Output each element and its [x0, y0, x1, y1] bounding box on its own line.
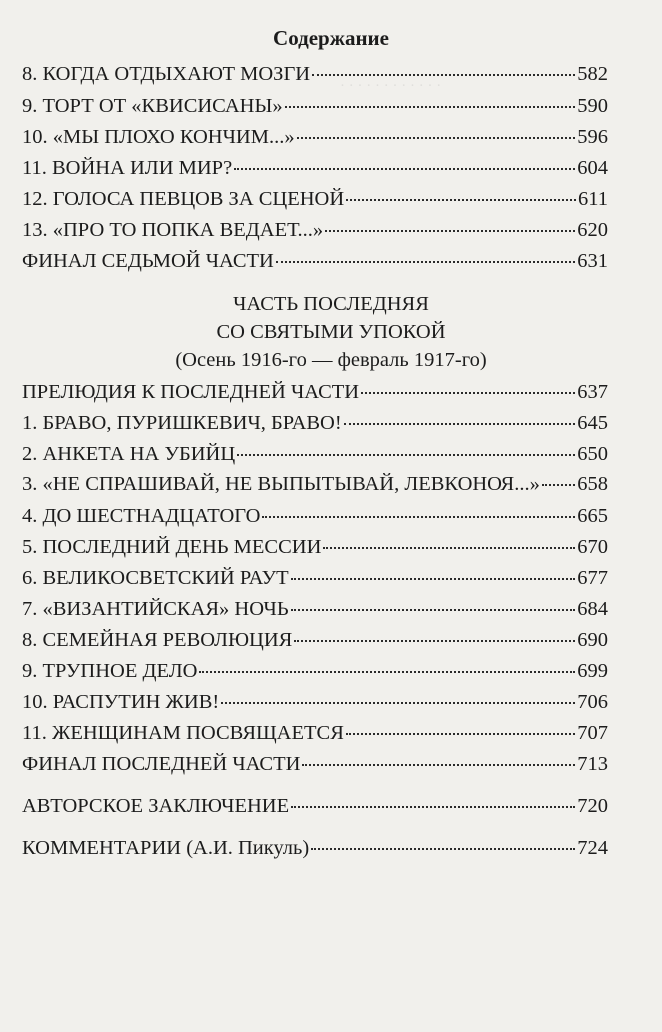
- toc-entry-title: 9. ТРУПНОЕ ДЕЛО: [22, 660, 198, 682]
- toc-entry[interactable]: [22, 657, 608, 685]
- toc-entry-title: 10. «МЫ ПЛОХО КОНЧИМ...»: [22, 126, 295, 148]
- toc-entry[interactable]: [22, 440, 608, 468]
- part-title-line-1: ЧАСТЬ ПОСЛЕДНЯЯ: [233, 293, 429, 315]
- toc-entry-title: ФИНАЛ СЕДЬМОЙ ЧАСТИ: [22, 250, 274, 272]
- toc-entry-page: 637: [577, 381, 608, 403]
- dot-leader: [285, 106, 576, 108]
- toc-entry[interactable]: [22, 247, 608, 275]
- toc-entry[interactable]: [22, 409, 608, 437]
- toc-entry-page: 665: [577, 505, 608, 527]
- toc-entry-title: 5. ПОСЛЕДНИЙ ДЕНЬ МЕССИИ: [22, 536, 322, 558]
- toc-entry-title: 11. ВОЙНА ИЛИ МИР?: [22, 157, 233, 179]
- toc-entry-title: 8. СЕМЕЙНАЯ РЕВОЛЮЦИЯ: [22, 629, 293, 651]
- toc-entry-title: 2. АНКЕТА НА УБИЙЦ: [22, 443, 236, 465]
- dot-leader: [237, 454, 575, 456]
- toc-entry-title: 3. «НЕ СПРАШИВАЙ, НЕ ВЫПЫТЫВАЙ, ЛЕВКОНОЯ...»: [22, 473, 540, 495]
- toc-entry[interactable]: [22, 719, 608, 747]
- toc-entry-title: 13. «ПРО ТО ПОПКА ВЕДАЕТ...»: [22, 219, 324, 241]
- toc-entry-title: АВТОРСКОЕ ЗАКЛЮЧЕНИЕ: [22, 795, 290, 817]
- part-dates: (Осень 1916-го — февраль 1917-го): [175, 349, 487, 371]
- toc-entry[interactable]: [22, 60, 608, 88]
- dot-leader: [276, 261, 575, 263]
- toc-entry-title: 7. «ВИЗАНТИЙСКАЯ» НОЧЬ: [22, 598, 289, 620]
- toc-entry-page: 713: [577, 753, 608, 775]
- dot-leader: [312, 74, 575, 76]
- dot-leader: [291, 578, 576, 580]
- toc-entry-title: ФИНАЛ ПОСЛЕДНЕЙ ЧАСТИ: [22, 753, 301, 775]
- toc-entry-page: 690: [577, 629, 608, 651]
- toc-entry-page: 670: [577, 536, 608, 558]
- toc-entry[interactable]: [22, 626, 608, 654]
- toc-entry[interactable]: [22, 750, 608, 778]
- toc-entry-page: 724: [577, 837, 608, 859]
- dot-leader: [199, 671, 575, 673]
- dot-leader: [344, 423, 576, 425]
- toc-entry-title: 9. ТОРТ ОТ «КВИСИСАНЫ»: [22, 95, 283, 117]
- toc-entry[interactable]: [22, 185, 608, 213]
- dot-leader: [291, 609, 576, 611]
- part-title-line-2: СО СВЯТЫМИ УПОКОЙ: [216, 321, 446, 343]
- dot-leader: [294, 640, 575, 642]
- toc-entry[interactable]: [22, 123, 608, 151]
- contents-heading: Содержание: [273, 26, 389, 50]
- dot-leader: [361, 392, 575, 394]
- toc-entry-title: 12. ГОЛОСА ПЕВЦОВ ЗА СЦЕНОЙ: [22, 188, 345, 210]
- toc-entry[interactable]: [22, 378, 608, 406]
- dot-leader: [325, 230, 575, 232]
- toc-entry-page: 677: [577, 567, 608, 589]
- bleed-through-text: · · · · · · · · · · · ·: [340, 78, 442, 94]
- toc-entry[interactable]: [22, 533, 608, 561]
- toc-entry[interactable]: [22, 834, 608, 862]
- toc-entry-page: 620: [577, 219, 608, 241]
- dot-leader: [291, 806, 575, 808]
- toc-entry-page: 582: [577, 63, 608, 85]
- toc-entry[interactable]: [22, 92, 608, 120]
- toc-entry-title: 8. КОГДА ОТДЫХАЮТ МОЗГИ: [22, 63, 311, 85]
- toc-entry[interactable]: [22, 154, 608, 182]
- toc-entry-page: 650: [577, 443, 608, 465]
- dot-leader: [346, 733, 575, 735]
- dot-leader: [346, 199, 576, 201]
- toc-entry-page: 590: [577, 95, 608, 117]
- toc-entry[interactable]: [22, 564, 608, 592]
- toc-entry-page: 631: [577, 250, 608, 272]
- toc-entry[interactable]: [22, 792, 608, 820]
- toc-entry-page: 604: [577, 157, 608, 179]
- dot-leader: [221, 702, 575, 704]
- toc-entry-page: 596: [577, 126, 608, 148]
- dot-leader: [311, 848, 575, 850]
- toc-entry-page: 707: [577, 722, 608, 744]
- toc-entry[interactable]: [22, 470, 608, 498]
- dot-leader: [302, 764, 575, 766]
- dot-leader: [323, 547, 575, 549]
- toc-entry-title: ПРЕЛЮДИЯ К ПОСЛЕДНЕЙ ЧАСТИ: [22, 381, 360, 403]
- dot-leader: [234, 168, 575, 170]
- toc-entry-title: 11. ЖЕНЩИНАМ ПОСВЯЩАЕТСЯ: [22, 722, 344, 744]
- toc-entry[interactable]: [22, 595, 608, 623]
- toc-entry-title: 6. ВЕЛИКОСВЕТСКИЙ РАУТ: [22, 567, 289, 589]
- toc-entry-title: 1. БРАВО, ПУРИШКЕВИЧ, БРАВО!: [22, 412, 342, 434]
- toc-entry-page: 706: [577, 691, 608, 713]
- toc-entry[interactable]: [22, 216, 608, 244]
- toc-entry-page: 611: [578, 188, 608, 210]
- toc-entry-page: 658: [577, 473, 608, 495]
- toc-entry-page: 684: [577, 598, 608, 620]
- toc-entry-title: 4. ДО ШЕСТНАДЦАТОГО: [22, 505, 261, 527]
- dot-leader: [542, 484, 575, 486]
- toc-entry[interactable]: [22, 688, 608, 716]
- toc-entry[interactable]: [22, 502, 608, 530]
- toc-entry-title: КОММЕНТАРИИ (А.И. Пикуль): [22, 837, 310, 859]
- dot-leader: [297, 137, 576, 139]
- toc-entry-page: 720: [577, 795, 608, 817]
- toc-entry-page: 699: [577, 660, 608, 682]
- toc-entry-title: 10. РАСПУТИН ЖИВ!: [22, 691, 220, 713]
- toc-entry-page: 645: [577, 412, 608, 434]
- dot-leader: [262, 516, 575, 518]
